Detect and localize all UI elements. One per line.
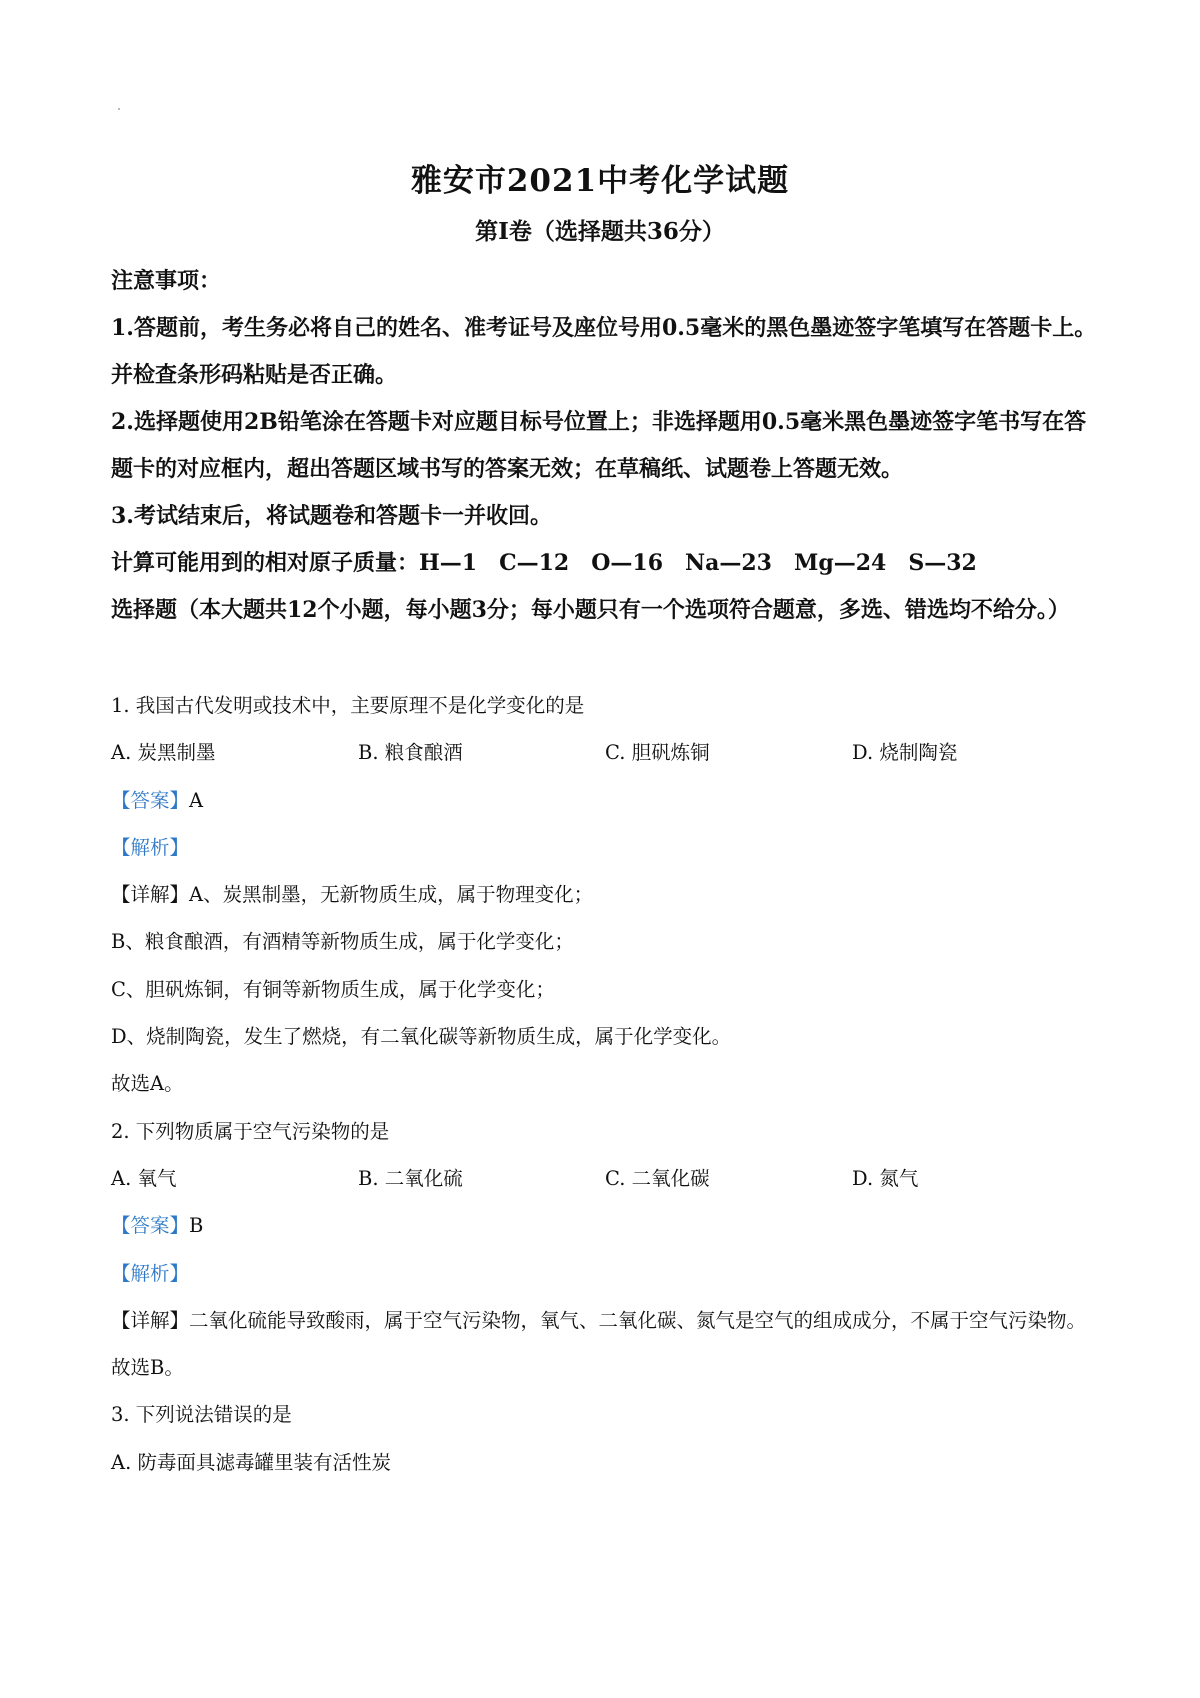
q1-option-a: A. 炭黑制墨 (111, 741, 216, 765)
notice-item-1: 1.答题前，考生务必将自己的姓名、准考证号及座位号用0.5毫米的黑色墨迹签字笔填写在答题卡上。并检查条形码粘贴是否正确。 (111, 315, 1097, 388)
q2-option-b: B. 二氧化硫 (358, 1166, 463, 1190)
q2-answer-value: B (189, 1214, 204, 1238)
answer-label: 【答案】 (111, 788, 190, 812)
notice-heading: 注意事项： (111, 268, 222, 294)
page-subtitle: 第Ⅰ卷（选择题共36分） (475, 218, 725, 245)
question-2-options (111, 1155, 1101, 1202)
q1-answer (111, 777, 1101, 824)
question-1-options (111, 729, 1101, 776)
question-2-stem: 2. 下列物质属于空气污染物的是 (111, 1119, 390, 1143)
q2-answer (111, 1202, 1101, 1249)
notice-item-3: 3.考试结束后，将试题卷和答题卡一并收回。 (111, 503, 552, 529)
q2-conclusion: 故选B。 (111, 1356, 184, 1380)
q2-analysis (111, 1250, 1101, 1297)
q1-conclusion: 故选A。 (111, 1072, 184, 1096)
detail-label: 【详解】 (111, 883, 190, 907)
q3-option-a: A. 防毒面具滤毒罐里装有活性炭 (111, 1450, 391, 1474)
question-1-stem: 1. 我国古代发明或技术中，主要原理不是化学变化的是 (111, 694, 585, 717)
q2-detail (111, 1297, 1101, 1344)
section-instructions: 选择题（本大题共12个小题，每小题3分；每小题只有一个选项符合题意，多选、错选均不给分。） (111, 597, 1070, 623)
q2-option-c: C. 二氧化碳 (605, 1166, 710, 1190)
analysis-label: 【解析】 (111, 835, 190, 859)
q1-detail-d: D、烧制陶瓷，发生了燃烧，有二氧化碳等新物质生成，属于化学变化。 (111, 1025, 732, 1049)
q2-detail-text: 二氧化硫能导致酸雨，属于空气污染物，氧气、二氧化碳、氮气是空气的组成成分，不属于空气污染物。 (189, 1308, 1087, 1332)
q1-option-b: B. 粮食酿酒 (358, 741, 463, 765)
notice-item-2: 2.选择题使用2B铅笔涂在答题卡对应题目标号位置上；非选择题用0.5毫米黑色墨迹签字笔书写在答题卡的对应框内，超出答题区域书写的答案无效；在草稿纸、试题卷上答题无效。 (111, 409, 1087, 482)
q1-option-d: D. 烧制陶瓷 (852, 741, 958, 765)
q1-detail-c: C、胆矾炼铜，有铜等新物质生成，属于化学变化； (111, 977, 555, 1001)
scan-speck (118, 108, 120, 110)
q1-option-c: C. 胆矾炼铜 (605, 741, 710, 765)
detail-label: 【详解】 (111, 1308, 190, 1332)
q1-analysis (111, 824, 1101, 871)
notice-section (111, 258, 1101, 634)
q1-detail-a: A、炭黑制墨，无新物质生成，属于物理变化； (189, 883, 594, 907)
q1-answer-value: A (189, 788, 204, 812)
questions (111, 682, 1101, 1486)
page-title: 雅安市2021中考化学试题 (410, 163, 790, 199)
question-3-stem: 3. 下列说法错误的是 (111, 1403, 292, 1427)
q1-detail-b: B、粮食酿酒，有酒精等新物质生成，属于化学变化； (111, 930, 574, 954)
q2-option-a: A. 氧气 (111, 1166, 177, 1190)
atomic-masses: 计算可能用到的相对原子质量：H—1 C—12 O—16 Na—23 Mg—24 S—32 (111, 550, 977, 576)
q1-detail-line (111, 871, 1101, 918)
q2-option-d: D. 氮气 (852, 1166, 919, 1190)
analysis-label: 【解析】 (111, 1261, 190, 1285)
answer-label: 【答案】 (111, 1214, 190, 1238)
